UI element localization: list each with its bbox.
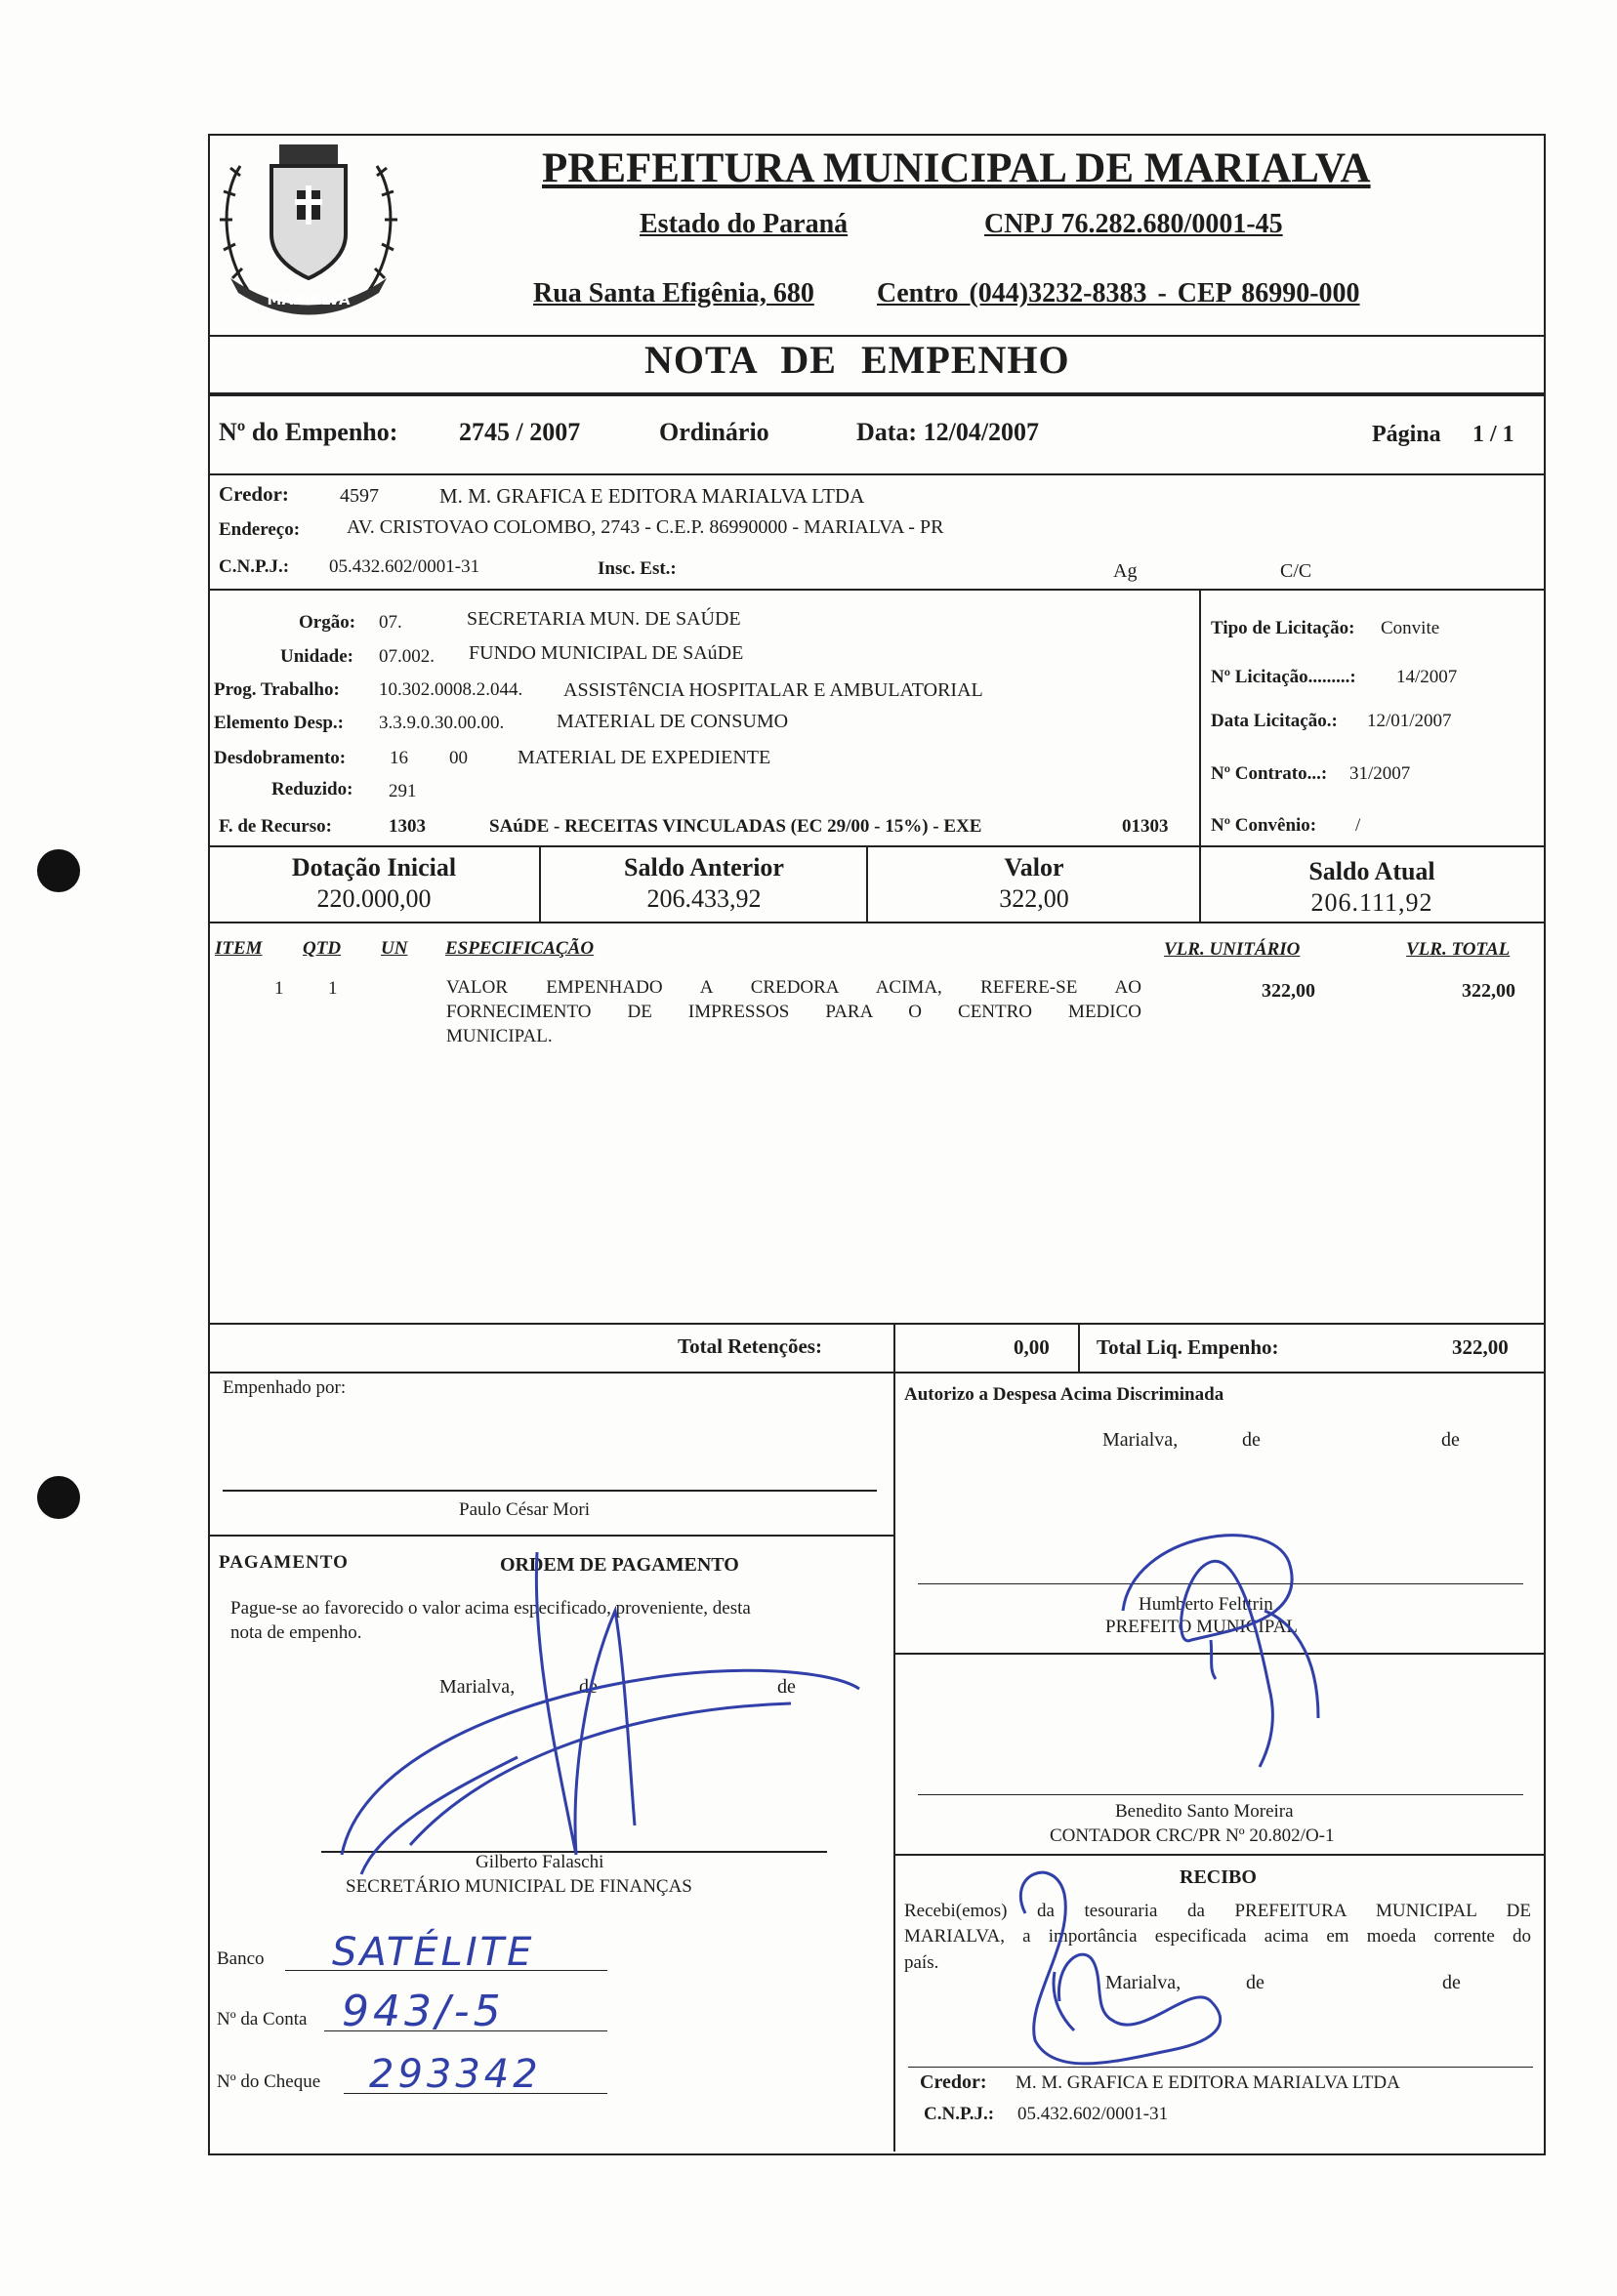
pagamento-text-2: nota de empenho.: [230, 1622, 362, 1643]
col-qtd: QTD: [303, 938, 342, 959]
valor-value: 322,00: [999, 884, 1069, 913]
retencoes-label: Total Retenções:: [678, 1334, 822, 1358]
saldo-anterior-label: Saldo Anterior: [624, 853, 784, 882]
row-spec-line-3: MUNICIPAL.: [446, 1026, 553, 1046]
recurso-code2: 01303: [1122, 816, 1169, 837]
address-label: Endereço:: [219, 519, 301, 540]
row-total-price: 322,00: [1462, 980, 1515, 1002]
autorizo-de-2: de: [1441, 1429, 1460, 1451]
liquido-label: Total Liq. Empenho:: [1097, 1335, 1279, 1359]
elemento-code: 3.3.9.0.30.00.00.: [379, 713, 505, 733]
secretario-role: SECRETÁRIO MUNICIPAL DE FINANÇAS: [346, 1876, 692, 1897]
empenho-type: Ordinário: [659, 418, 769, 446]
cc-label: C/C: [1280, 560, 1312, 582]
desdob-label: Desdobramento:: [214, 748, 347, 768]
ordem-pagamento-label: ORDEM DE PAGAMENTO: [500, 1554, 739, 1576]
row-spec-line-2: FORNECIMENTO DE IMPRESSOS PARA O CENTRO MEDICO: [446, 1002, 1141, 1022]
punch-hole-bottom: [37, 1476, 80, 1519]
contrato-label: Nº Contrato...:: [1211, 763, 1328, 784]
recibo-credor-label: Credor:: [920, 2071, 987, 2093]
page-number: 1 / 1: [1472, 422, 1514, 447]
tipo-licitacao: Convite: [1381, 618, 1440, 638]
banco-value[interactable]: SATÉLITE: [332, 1930, 535, 1975]
num-licitacao-label: Nº Licitação.........:: [1211, 667, 1356, 687]
orgao-label: Orgão:: [299, 612, 356, 633]
prog-code: 10.302.0008.2.044.: [379, 679, 523, 700]
data-licitacao-label: Data Licitação.:: [1211, 711, 1338, 731]
banco-label: Banco: [217, 1948, 265, 1969]
unidade-label: Unidade:: [280, 646, 353, 667]
valor-label: Valor: [1004, 853, 1064, 882]
credor-code: 4597: [340, 485, 379, 507]
dotacao-label: Dotação Inicial: [291, 853, 457, 882]
row-unit-price: 322,00: [1262, 980, 1315, 1002]
contrato: 31/2007: [1349, 763, 1411, 784]
col-spec: ESPECIFICAÇÃO: [445, 938, 595, 959]
seal-text: MARIALVA: [267, 291, 351, 308]
recibo-text-2: MARIALVA, a importância especificada acima em moeda corrente do: [904, 1926, 1531, 1947]
cnpj-label: C.N.P.J.:: [219, 556, 290, 577]
prefeito-name: Humberto Felttrin: [1139, 1594, 1273, 1615]
recibo-title: RECIBO: [1180, 1866, 1257, 1888]
cheque-value[interactable]: 293342: [369, 2052, 542, 2097]
saldo-anterior-value: 206.433,92: [646, 884, 762, 913]
col-total: VLR. TOTAL: [1406, 939, 1511, 960]
row-qtd: 1: [328, 978, 338, 999]
recurso-name: SAúDE - RECEITAS VINCULADAS (EC 29/00 - 15%) - EXE: [489, 816, 982, 837]
page-label: Página: [1372, 422, 1441, 447]
prog-name: ASSISTêNCIA HOSPITALAR E AMBULATORIAL: [563, 679, 983, 701]
conta-value[interactable]: 943/-5: [342, 1987, 505, 2036]
recibo-de-2: de: [1442, 1972, 1461, 1993]
credor-label: Credor:: [219, 482, 289, 506]
liquido-value: 322,00: [1452, 1335, 1509, 1359]
convenio-label: Nº Convênio:: [1211, 815, 1317, 836]
contador-role: CONTADOR CRC/PR Nº 20.802/O-1: [1050, 1825, 1335, 1846]
row-item: 1: [274, 978, 284, 999]
secretario-name: Gilberto Falaschi: [476, 1852, 604, 1872]
pagamento-text-1: Pague-se ao favorecido o valor acima especificado, proveniente, desta: [230, 1598, 751, 1619]
tipo-licitacao-label: Tipo de Licitação:: [1211, 618, 1355, 638]
punch-hole-top: [37, 849, 80, 892]
empenhado-label: Empenhado por:: [223, 1377, 347, 1398]
conta-label: Nº da Conta: [217, 2009, 308, 2030]
municipal-seal-icon: [211, 137, 406, 327]
prefeito-role: PREFEITO MUNICIPAL: [1105, 1617, 1298, 1637]
insc-label: Insc. Est.:: [598, 558, 677, 579]
ag-label: Ag: [1113, 560, 1138, 582]
autorizo-label: Autorizo a Despesa Acima Discriminada: [904, 1384, 1224, 1405]
col-un: UN: [381, 938, 408, 959]
empenho-number: 2745 / 2007: [459, 418, 581, 446]
cheque-label: Nº do Cheque: [217, 2071, 321, 2092]
unidade-code: 07.002.: [379, 646, 435, 667]
desdob-a: 16: [390, 748, 408, 768]
data-licitacao: 12/01/2007: [1367, 711, 1452, 731]
convenio: /: [1355, 815, 1361, 836]
empenho-number-label: Nº do Empenho:: [219, 418, 398, 446]
header-state: Estado do Paraná: [640, 209, 849, 239]
orgao-code: 07.: [379, 612, 402, 633]
autorizo-de-1: de: [1242, 1429, 1261, 1451]
elemento-label: Elemento Desp.:: [214, 713, 344, 733]
autorizo-place: Marialva,: [1102, 1429, 1179, 1451]
num-licitacao: 14/2007: [1396, 667, 1458, 687]
pagamento-label: PAGAMENTO: [219, 1552, 349, 1573]
saldo-atual-value: 206.111,92: [1310, 888, 1433, 917]
header-contact: Centro (044)3232-8383 - CEP 86990-000: [877, 278, 1360, 308]
pagamento-de-1: de: [579, 1676, 598, 1698]
empenho-date: Data: 12/04/2007: [856, 418, 1040, 446]
credor-name: M. M. GRAFICA E EDITORA MARIALVA LTDA: [439, 484, 865, 508]
desdob-b: 00: [449, 748, 468, 768]
desdob-name: MATERIAL DE EXPEDIENTE: [518, 747, 771, 768]
reduzido-label: Reduzido:: [271, 779, 353, 800]
pagamento-de-2: de: [777, 1676, 796, 1698]
recurso-code: 1303: [389, 816, 426, 837]
elemento-name: MATERIAL DE CONSUMO: [557, 711, 789, 732]
col-unit: VLR. UNITÁRIO: [1164, 939, 1301, 960]
saldo-atual-label: Saldo Atual: [1308, 857, 1435, 885]
document-title: NOTA DE EMPENHO: [644, 338, 1070, 382]
recibo-de-1: de: [1246, 1972, 1265, 1993]
recibo-credor: M. M. GRAFICA E EDITORA MARIALVA LTDA: [1016, 2072, 1400, 2093]
contador-name: Benedito Santo Moreira: [1115, 1801, 1294, 1822]
dotacao-value: 220.000,00: [316, 884, 432, 913]
credor-cnpj: 05.432.602/0001-31: [329, 556, 480, 577]
recibo-cnpj: 05.432.602/0001-31: [1017, 2104, 1169, 2124]
recibo-cnpj-label: C.N.P.J.:: [924, 2104, 995, 2124]
recibo-place: Marialva,: [1105, 1972, 1182, 1993]
header-title: PREFEITURA MUNICIPAL DE MARIALVA: [542, 145, 1371, 191]
recurso-label: F. de Recurso:: [219, 816, 332, 837]
pagamento-place: Marialva,: [439, 1676, 516, 1698]
empenhado-name: Paulo César Mori: [459, 1499, 591, 1520]
col-item: ITEM: [215, 938, 263, 959]
row-spec-line-1: VALOR EMPENHADO A CREDORA ACIMA, REFERE-SE AO: [446, 977, 1141, 998]
recibo-text-3: país.: [904, 1952, 939, 1973]
retencoes-value: 0,00: [1014, 1335, 1050, 1359]
recibo-text-1: Recebi(emos) da tesouraria da PREFEITURA MUNICIPAL DE: [904, 1901, 1531, 1921]
header-cnpj: CNPJ 76.282.680/0001-45: [984, 209, 1283, 239]
orgao-name: SECRETARIA MUN. DE SAÚDE: [467, 608, 741, 630]
header-address: Rua Santa Efigênia, 680: [533, 278, 814, 308]
credor-address: AV. CRISTOVAO COLOMBO, 2743 - C.E.P. 86990000 - MARIALVA - PR: [347, 516, 944, 538]
unidade-name: FUNDO MUNICIPAL DE SAúDE: [469, 642, 744, 664]
reduzido-value: 291: [389, 781, 417, 801]
prog-label: Prog. Trabalho:: [214, 679, 340, 700]
